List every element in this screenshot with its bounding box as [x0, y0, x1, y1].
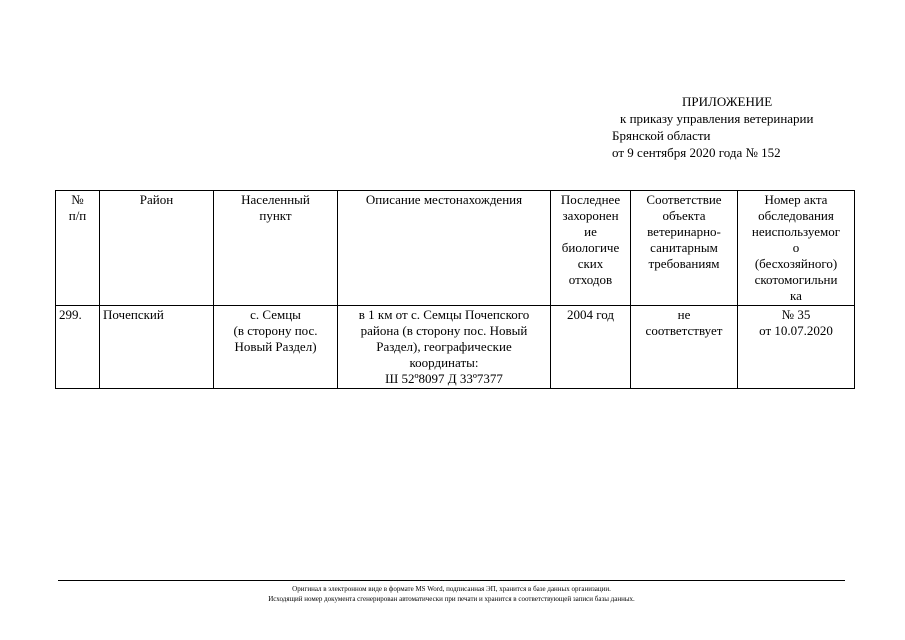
cell-line: координаты:: [409, 355, 479, 370]
cell-line: ветеринарно-: [647, 224, 721, 239]
footer-divider: [58, 580, 845, 581]
cell-line: отходов: [568, 272, 613, 287]
cell-line: района (в сторону пос. Новый: [360, 323, 528, 338]
cell-line: Район: [139, 192, 174, 207]
header-num: [56, 191, 100, 306]
cell-last-burial: 2004 год: [551, 306, 631, 389]
cell-line: захоронен: [562, 208, 619, 223]
header-last-burial: [551, 191, 631, 306]
cell-line: обследования: [758, 208, 834, 223]
footer-line-2: Исходящий номер документа сгенерирован автоматически при печати и хранится в соответствующей записи базы данных.: [268, 595, 635, 603]
cell-line: № 35: [781, 307, 811, 322]
cell-line: о: [792, 240, 800, 255]
cell-line: не: [677, 307, 691, 322]
header-act: [738, 191, 855, 306]
cell-line: от 10.07.2020: [759, 323, 833, 338]
cell-line: Раздел), географические: [376, 339, 512, 354]
cell-line: Соответствие: [646, 192, 722, 207]
header-conformity: [631, 191, 738, 306]
appendix-order-ref: к приказу управления ветеринарии: [620, 111, 814, 126]
appendix-region: Брянской области: [612, 128, 711, 143]
appendix-title: ПРИЛОЖЕНИЕ: [682, 94, 773, 109]
cell-district: Почепский: [100, 306, 214, 389]
cell-line: с. Семцы: [250, 307, 301, 322]
cell-line: №: [71, 192, 84, 207]
header-district: [100, 191, 214, 306]
cell-conformity: [631, 306, 738, 389]
cell-line: неиспользуемог: [751, 224, 841, 239]
burial-sites-table: [55, 190, 855, 389]
cell-line: пункт: [259, 208, 292, 223]
table-row: [56, 306, 855, 389]
cell-act: [738, 306, 855, 389]
cell-line: объекта: [662, 208, 706, 223]
cell-line: санитарным: [650, 240, 718, 255]
header-location: [338, 191, 551, 306]
cell-line: Новый Раздел): [234, 339, 317, 354]
appendix-header: [612, 93, 813, 161]
cell-num: 299.: [56, 306, 100, 389]
appendix-date: от 9 сентября 2020 года № 152: [612, 145, 781, 160]
cell-line: ка: [790, 288, 802, 303]
cell-location: [338, 306, 551, 389]
table-header-row: [56, 191, 855, 306]
cell-line: Последнее: [560, 192, 621, 207]
cell-line: ских: [577, 256, 604, 271]
cell-line: соответствует: [645, 323, 723, 338]
footer-note: [58, 584, 845, 604]
header-settlement: [214, 191, 338, 306]
cell-line: ие: [584, 224, 597, 239]
cell-settlement: [214, 306, 338, 389]
cell-line: скотомогильни: [754, 272, 838, 287]
cell-line: в 1 км от с. Семцы Почепского: [358, 307, 530, 322]
cell-line: требованиям: [648, 256, 720, 271]
cell-line: Описание местонахождения: [365, 192, 523, 207]
cell-line: биологиче: [561, 240, 620, 255]
cell-line: (бесхозяйного): [754, 256, 838, 271]
cell-line: Населенный: [241, 192, 310, 207]
cell-line: п/п: [68, 208, 87, 223]
cell-line: (в сторону пос.: [233, 323, 318, 338]
footer-line-1: Оригинал в электронном виде в формате MS Word, подписанная ЭП, хранится в базе данных организации.: [292, 585, 611, 593]
cell-line: Номер акта: [764, 192, 828, 207]
cell-line: Ш 52º8097 Д 33º7377: [385, 371, 503, 386]
